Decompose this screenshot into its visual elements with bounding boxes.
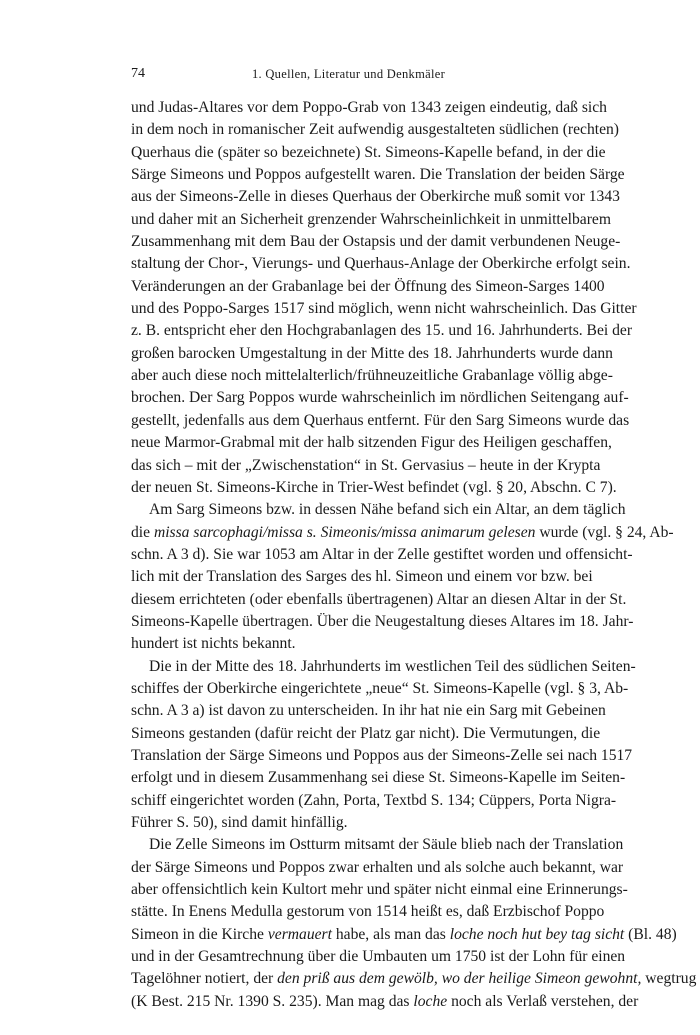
paragraph-3 xyxy=(131,656,636,835)
text-line: Veränderungen an der Grabanlage bei der Öffnung des Simeon-Sarges 1400 xyxy=(131,277,605,295)
text-line: der Särge Simeons und Poppos zwar erhalten und als solche auch bekannt, war xyxy=(131,858,624,876)
body-text xyxy=(131,97,697,1013)
text-line: Tagelöhner notiert, der den priß aus dem gewölb, wo der heilige Simeon gewohnt, wegtrug xyxy=(131,970,697,988)
text-line: Führer S. 50), sind damit hinfällig. xyxy=(131,814,348,831)
text-line: Simeons-Kapelle übertragen. Über die Neugestaltung dieses Altares im 18. Jahr- xyxy=(131,612,634,630)
text-line: erfolgt und in diesem Zusammenhang sei diese St. Simeons-Kapelle im Seiten- xyxy=(131,769,626,787)
text-line: Zusammenhang mit dem Bau der Ostapsis und der damit verbundenen Neuge- xyxy=(131,233,621,251)
page-number: 74 xyxy=(131,66,145,81)
text-line: und des Poppo-Sarges 1517 sind möglich, wenn nicht wahrscheinlich. Das Gitter xyxy=(131,300,637,318)
text-line: aus der Simeons-Zelle in dieses Querhaus der Oberkirche muß somit vor 1343 xyxy=(131,188,620,206)
text-line: der neuen St. Simeons-Kirche in Trier-West befindet (vgl. § 20, Abschn. C 7). xyxy=(131,478,617,496)
text-line: Querhaus die (später so bezeichnete) St. Simeons-Kapelle befand, in der die xyxy=(131,143,606,161)
text-line: aber offensichtlich kein Kultort mehr und später nicht einmal eine Erinnerungs- xyxy=(131,881,628,899)
text-line: stätte. In Enens Medulla gestorum von 1514 heißt es, daß Erzbischof Poppo xyxy=(131,903,605,921)
text-line: schiffes der Oberkirche eingerichtete „neue“ St. Simeons-Kapelle (vgl. § 3, Ab- xyxy=(131,679,629,697)
text-line: Die in der Mitte des 18. Jahrhunderts im westlichen Teil des südlichen Seiten- xyxy=(149,657,636,675)
text-line: schn. A 3 d). Sie war 1053 am Altar in der Zelle gestiftet worden und offensicht- xyxy=(131,545,633,563)
text-line: Am Sarg Simeons bzw. in dessen Nähe befand sich ein Altar, an dem täglich xyxy=(149,501,626,519)
text-line: schn. A 3 a) ist davon zu unterscheiden. In ihr hat nie ein Sarg mit Gebeinen xyxy=(131,702,606,720)
text-line: in dem noch in romanischer Zeit aufwendig ausgestalteten südlichen (rechten) xyxy=(131,121,619,139)
text-line: Särge Simeons und Poppos aufgestellt waren. Die Translation der beiden Särge xyxy=(131,166,625,184)
text-line: und daher mit an Sicherheit grenzender Wahrscheinlichkeit in unmittelbarem xyxy=(131,210,611,228)
paragraph-1 xyxy=(131,97,637,499)
text-line: hundert ist nichts bekannt. xyxy=(131,635,296,653)
paragraph-4 xyxy=(131,834,697,1013)
running-head: 1. Quellen, Literatur und Denkmäler xyxy=(251,67,446,81)
text-line: (K Best. 215 Nr. 1390 S. 235). Man mag das loche noch als Verlaß verstehen, der xyxy=(131,992,639,1010)
text-line: und in der Gesamtrechnung über die Umbauten um 1750 ist der Lohn für einen xyxy=(131,948,626,966)
text-line: aber auch diese noch mittelalterlich/frühneuzeitliche Grabanlage völlig abge- xyxy=(131,367,613,385)
text-line: schiff eingerichtet worden (Zahn, Porta, Textbd S. 134; Cüppers, Porta Nigra- xyxy=(131,791,617,809)
text-line: brochen. Der Sarg Poppos wurde wahrscheinlich im nördlichen Seitengang auf- xyxy=(131,389,629,407)
text-line: Simeons gestanden (dafür reicht der Platz gar nicht). Die Vermutungen, die xyxy=(131,724,601,742)
text-line: neue Marmor-Grabmal mit der halb sitzenden Figur des Heiligen geschaffen, xyxy=(131,434,612,452)
text-line: Simeon in die Kirche vermauert habe, als man das loche noch hut bey tag sicht (Bl. 48) xyxy=(131,925,677,943)
text-line: gestellt, jedenfalls aus dem Querhaus entfernt. Für den Sarg Simeons wurde das xyxy=(131,411,630,429)
text-line: Translation der Särge Simeons und Poppos aus der Simeons-Zelle sei nach 1517 xyxy=(131,746,633,764)
text-line: staltung der Chor-, Vierungs- und Querhaus-Anlage der Oberkirche erfolgt sein. xyxy=(131,255,631,273)
page-header xyxy=(131,66,566,86)
text-line: lich mit der Translation des Sarges des hl. Simeon und einem vor bzw. bei xyxy=(131,568,593,586)
paragraph-2 xyxy=(131,499,674,655)
text-line: großen barocken Umgestaltung in der Mitte des 18. Jahrhunderts wurde dann xyxy=(131,344,613,362)
text-line: Die Zelle Simeons im Ostturm mitsamt der Säule blieb nach der Translation xyxy=(149,836,624,854)
text-line: die missa sarcophagi/missa s. Simeonis/missa animarum gelesen wurde (vgl. § 24, Ab- xyxy=(131,523,674,541)
text-line: z. B. entspricht eher den Hochgrabanlagen des 15. und 16. Jahrhunderts. Bei der xyxy=(131,322,633,340)
text-line: das sich – mit der „Zwischenstation“ in St. Gervasius – heute in der Krypta xyxy=(131,456,601,474)
text-line: und Judas-Altares vor dem Poppo-Grab von 1343 zeigen eindeutig, daß sich xyxy=(131,99,607,116)
text-line: diesem errichteten (oder ebenfalls übertragenen) Altar an diesen Altar in der St. xyxy=(131,590,627,608)
